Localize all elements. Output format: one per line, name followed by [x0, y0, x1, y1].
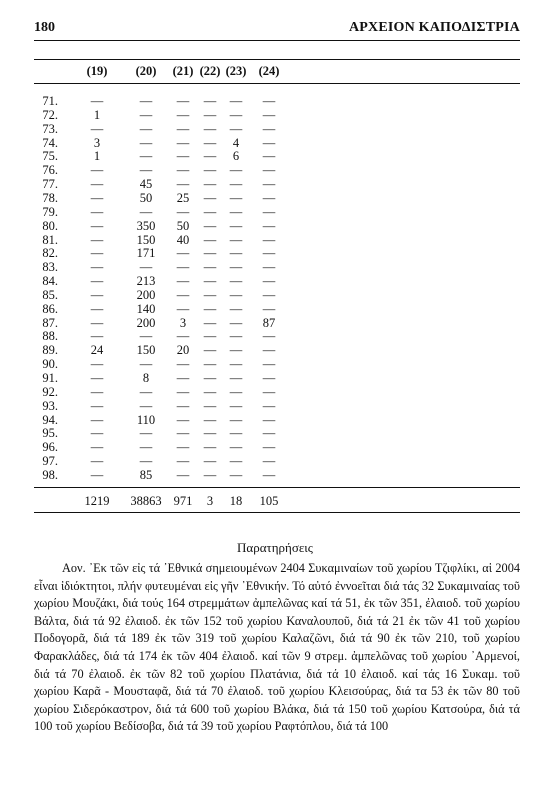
notes-paragraph: Αον. ᾿Εκ τῶν εἰς τά ᾿Εθνικά σημειουμένων 2404 Συκαμιναίων τοῦ χωρίου Τζιφλίκι, αἱ 2004 εἶναι ἰδιόκτητοι, πλήν φυτευμέναι εἰς γῆν ᾿Εθνικήν. Τό αὐτό ἐννοεῖται διά τάς 32 Συκαμιναίας τοῦ χωρίου Μουζάκι, διά τούς 164 στρεμμάτων ἀμπελῶνας καί τά 51, ἐκ τῶν 351, ἐλαιοδ. τοῦ χωρίου Βάλτα, διά τά 92 ἐλαιοδ. ἐκ τῶν 152 τοῦ χωρίου Καναλουποῦ, διά τά 21 ἐκ τῶν 41 τοῦ χωρίου Ποδογορᾶ, διά τά 189 ἐκ τῶν 319 τοῦ χωρίου Καλαζῶνι, διά τά 90 ἐκ τῶν 210, τοῦ χωρίου Φαρακλάδες, διά τά 174 ἐκ τῶν 404 ἐλαιοδ. καί τῶν 9 στρεμ. ἀμπελῶνας τοῦ χωρίου ᾿Αρμενοί, διά τά 70 ἐλαιοδ. ἐκ τῶν 82 τοῦ χωρίου Πλατάνια, διά τά 10 ἐλαιοδ. καί τάς 16 Συκαμ. τοῦ χωρίου Καρᾶ - Μουσταφᾶ, διά τά 70 ἐλαιοδ. τοῦ χωρίου Κλεισούρας, διά τα 53 ἐκ τῶν 80 τοῦ χωρίου Σιδερόκαστρον, διά τά 600 τοῦ χωρίου Βλάκα, διά τά 150 τοῦ χωρίου Κατσούρα, διά τά 100 τοῦ χωρίου Βεδίσοβα, διά τά 39 τοῦ χωρίου Ραφτόπλου, διά τά 100: [34, 561, 520, 734]
table-cell: —: [203, 190, 217, 205]
table-cell: —: [203, 260, 217, 275]
row-number: 91.: [42, 371, 58, 385]
table-cell: —: [203, 204, 217, 219]
table-cell: —: [203, 107, 217, 122]
table-cell: —: [229, 232, 243, 247]
table-cell: 45: [139, 177, 153, 192]
table-cell: 200: [136, 315, 156, 330]
table-cell: —: [139, 121, 153, 136]
table-cell: —: [262, 274, 276, 289]
table-cell: —: [176, 329, 190, 344]
row-number: 74.: [42, 135, 58, 150]
table-cell: —: [262, 371, 276, 385]
row-number: 73.: [42, 121, 58, 136]
table-cell: —: [203, 454, 217, 469]
table-cell: —: [229, 177, 243, 192]
table-cell: —: [203, 412, 217, 427]
row-number: 88.: [42, 329, 58, 344]
row-number: 89.: [42, 343, 58, 358]
table-cell: —: [176, 301, 190, 316]
table-cell: —: [90, 190, 104, 205]
table-cell: —: [203, 426, 217, 441]
table-cell: —: [176, 260, 190, 275]
table-cell: —: [229, 260, 243, 275]
table-cell: 25: [176, 190, 190, 205]
totals-bottom-rule: [34, 512, 520, 513]
row-number: 81.: [42, 232, 58, 247]
table-cell: —: [176, 287, 190, 302]
table-cell: —: [139, 135, 153, 150]
table-cell: —: [139, 163, 153, 178]
table-cell: 150: [136, 343, 156, 358]
table-cell: —: [229, 218, 243, 233]
table-cell: 150: [136, 232, 156, 247]
table-cell: —: [176, 454, 190, 469]
row-number: 85.: [42, 287, 58, 302]
row-number: 76.: [42, 163, 58, 178]
table-cell: —: [262, 121, 276, 136]
row-number: 78.: [42, 190, 58, 205]
table-cell: —: [176, 384, 190, 399]
table-cell: —: [139, 440, 153, 455]
column-header: (21): [172, 64, 194, 78]
table-cell: —: [262, 467, 276, 482]
table-cell: —: [90, 163, 104, 178]
table-cell: —: [139, 204, 153, 219]
total-cell: 971: [173, 494, 193, 508]
table-cell: —: [229, 412, 243, 427]
table-cell: —: [176, 107, 190, 122]
table-cell: —: [262, 190, 276, 205]
row-number: 82.: [42, 246, 58, 261]
table-cell: —: [229, 426, 243, 441]
table-cell: —: [139, 454, 153, 469]
table-cell: —: [229, 107, 243, 122]
table-cell: —: [262, 107, 276, 122]
table-cell: —: [262, 232, 276, 247]
row-number: 83.: [42, 260, 58, 275]
table-cell: —: [229, 398, 243, 413]
table-cell: 110: [136, 412, 156, 427]
table-header-rule: [34, 83, 520, 84]
table-cell: —: [262, 426, 276, 441]
table-cell: —: [262, 398, 276, 413]
table-cell: —: [229, 190, 243, 205]
table-cell: —: [176, 94, 190, 108]
row-number: 98.: [42, 467, 58, 482]
table-cell: —: [90, 315, 104, 330]
table-cell: 40: [176, 232, 190, 247]
table-cell: —: [90, 232, 104, 247]
table-cell: —: [229, 467, 243, 482]
table-cell: —: [203, 329, 217, 344]
table-cell: —: [176, 204, 190, 219]
table-cell: 200: [136, 287, 156, 302]
column-header: (19): [86, 64, 108, 78]
table-cell: —: [203, 218, 217, 233]
total-cell: 3: [206, 494, 214, 508]
table-cell: —: [229, 121, 243, 136]
table-cell: —: [90, 260, 104, 275]
table-cell: 8: [142, 371, 150, 385]
table-cell: —: [176, 357, 190, 372]
table-cell: —: [90, 94, 104, 108]
table-cell: —: [229, 287, 243, 302]
table-cell: —: [229, 246, 243, 261]
table-cell: 171: [136, 246, 156, 261]
row-number: 72.: [42, 107, 58, 122]
total-cell: 105: [259, 494, 279, 508]
table-cell: 350: [136, 218, 156, 233]
table-cell: —: [139, 107, 153, 122]
table-cell: —: [139, 260, 153, 275]
table-cell: —: [90, 398, 104, 413]
table-cell: —: [229, 384, 243, 399]
table-cell: —: [262, 357, 276, 372]
table-cell: —: [262, 440, 276, 455]
row-number: 77.: [42, 177, 58, 192]
table-cell: —: [90, 218, 104, 233]
table-cell: —: [262, 329, 276, 344]
row-number: 79.: [42, 204, 58, 219]
table-cell: 24: [90, 343, 104, 358]
table-cell: 140: [136, 301, 156, 316]
row-number: 97.: [42, 454, 58, 469]
table-cell: —: [90, 357, 104, 372]
page-number: 180: [34, 20, 55, 35]
row-number: 90.: [42, 357, 58, 372]
table-cell: 1: [93, 107, 101, 122]
table-cell: 4: [232, 135, 240, 150]
table-cell: —: [229, 371, 243, 385]
table-cell: —: [203, 232, 217, 247]
table-cell: 20: [176, 343, 190, 358]
notes-title: Παρατηρήσεις: [237, 540, 313, 555]
table-cell: —: [203, 246, 217, 261]
row-number: 92.: [42, 384, 58, 399]
table-cell: —: [90, 204, 104, 219]
table-cell: —: [229, 204, 243, 219]
table-top-rule: [34, 59, 520, 60]
table-cell: —: [203, 384, 217, 399]
table-cell: 213: [136, 274, 156, 289]
table-cell: —: [229, 94, 243, 108]
table-cell: —: [90, 274, 104, 289]
table-cell: 85: [139, 467, 153, 482]
row-number: 87.: [42, 315, 58, 330]
table-cell: —: [262, 260, 276, 275]
table-cell: —: [90, 177, 104, 192]
row-number: 93.: [42, 398, 58, 413]
table-cell: —: [176, 246, 190, 261]
table-cell: —: [262, 412, 276, 427]
table-cell: —: [229, 357, 243, 372]
table-cell: —: [262, 204, 276, 219]
table-cell: —: [229, 454, 243, 469]
column-header: (23): [225, 64, 247, 78]
totals-top-rule: [34, 487, 520, 488]
row-number: 75.: [42, 149, 58, 164]
row-number: 80.: [42, 218, 58, 233]
table-cell: —: [139, 329, 153, 344]
column-header: (20): [135, 64, 157, 78]
table-cell: —: [229, 343, 243, 358]
table-cell: —: [90, 287, 104, 302]
table-cell: —: [176, 177, 190, 192]
table-cell: —: [229, 274, 243, 289]
table-cell: —: [90, 454, 104, 469]
table-cell: 3: [179, 315, 187, 330]
table-cell: —: [229, 329, 243, 344]
table-cell: —: [203, 357, 217, 372]
table-cell: —: [203, 315, 217, 330]
table-cell: —: [90, 426, 104, 441]
table-cell: —: [203, 287, 217, 302]
table-cell: —: [203, 467, 217, 482]
table-cell: —: [262, 163, 276, 178]
table-cell: —: [139, 94, 153, 108]
table-cell: —: [203, 163, 217, 178]
table-cell: —: [229, 440, 243, 455]
table-cell: —: [262, 287, 276, 302]
table-cell: —: [203, 343, 217, 358]
table-cell: —: [262, 384, 276, 399]
table-cell: —: [139, 149, 153, 164]
table-cell: 3: [93, 135, 101, 150]
table-cell: 87: [262, 315, 276, 330]
table-cell: —: [262, 149, 276, 164]
table-cell: —: [90, 384, 104, 399]
table-cell: 1: [93, 149, 101, 164]
running-head: ΑΡΧΕΙΟΝ ΚΑΠΟΔΙΣΤΡΙΑ: [349, 20, 520, 35]
table-cell: —: [262, 454, 276, 469]
table-cell: —: [229, 315, 243, 330]
table-cell: —: [139, 384, 153, 399]
table-cell: —: [203, 135, 217, 150]
table-cell: —: [203, 121, 217, 136]
table-cell: —: [176, 467, 190, 482]
table-cell: —: [176, 121, 190, 136]
table-cell: —: [139, 357, 153, 372]
table-cell: —: [203, 274, 217, 289]
table-cell: —: [176, 274, 190, 289]
table-cell: —: [90, 301, 104, 316]
table-cell: —: [90, 467, 104, 482]
table-cell: 6: [232, 149, 240, 164]
table-cell: —: [262, 301, 276, 316]
table-cell: —: [176, 412, 190, 427]
table-cell: —: [90, 121, 104, 136]
table-cell: —: [262, 343, 276, 358]
column-header: (24): [258, 64, 280, 78]
row-number: 84.: [42, 274, 58, 289]
table-cell: —: [203, 371, 217, 385]
row-number: 94.: [42, 412, 58, 427]
table-cell: —: [203, 149, 217, 164]
table-cell: —: [90, 412, 104, 427]
row-number: 95.: [42, 426, 58, 441]
total-cell: 38863: [130, 494, 162, 508]
row-number: 86.: [42, 301, 58, 316]
table-cell: —: [139, 426, 153, 441]
table-cell: —: [90, 246, 104, 261]
column-header: (22): [199, 64, 221, 78]
table-cell: —: [262, 135, 276, 150]
table-cell: —: [90, 329, 104, 344]
table-cell: —: [176, 371, 190, 385]
table-cell: —: [262, 218, 276, 233]
table-cell: —: [203, 301, 217, 316]
table-cell: —: [229, 301, 243, 316]
table-cell: —: [90, 440, 104, 455]
table-cell: —: [203, 177, 217, 192]
table-cell: —: [262, 177, 276, 192]
total-cell: 18: [229, 494, 243, 508]
table-cell: 50: [139, 190, 153, 205]
table-cell: —: [176, 426, 190, 441]
table-cell: 50: [176, 218, 190, 233]
table-cell: —: [203, 398, 217, 413]
table-cell: —: [203, 94, 217, 108]
table-cell: —: [229, 163, 243, 178]
table-cell: —: [176, 149, 190, 164]
table-cell: —: [176, 163, 190, 178]
table-cell: —: [262, 246, 276, 261]
table-cell: —: [90, 371, 104, 385]
row-number: 71.: [42, 94, 58, 108]
table-cell: —: [176, 398, 190, 413]
table-cell: —: [139, 398, 153, 413]
table-cell: —: [262, 94, 276, 108]
table-cell: —: [176, 135, 190, 150]
row-number: 96.: [42, 440, 58, 455]
table-cell: —: [203, 440, 217, 455]
table-cell: —: [176, 440, 190, 455]
total-cell: 1219: [84, 494, 110, 508]
